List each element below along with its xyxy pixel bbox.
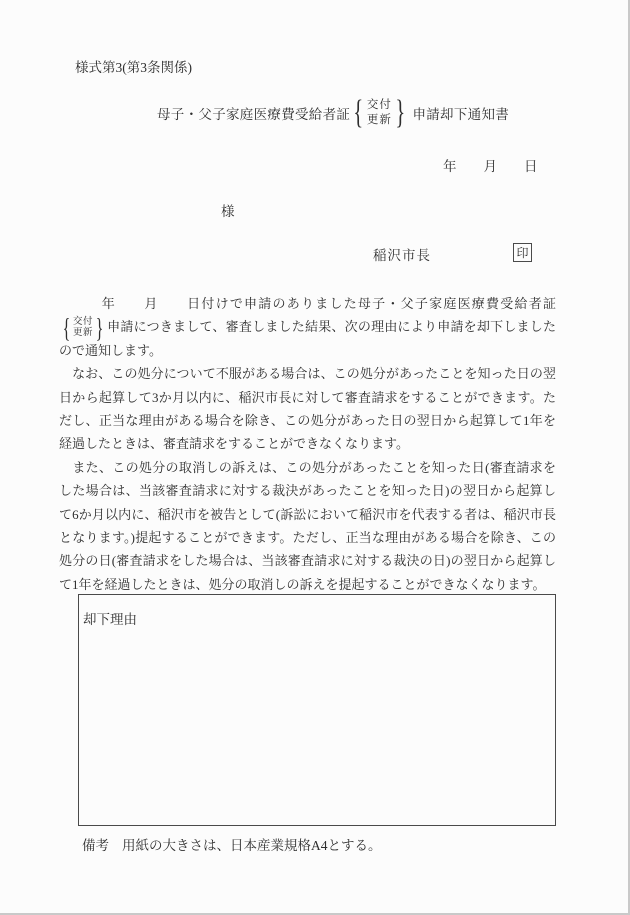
close-brace-icon xyxy=(96,315,104,342)
issuance-renewal-options-inline xyxy=(60,316,106,339)
addressee-honorific: 様 xyxy=(221,204,235,219)
body-text xyxy=(59,292,556,596)
title-suffix: 申請却下通知書 xyxy=(412,107,510,122)
open-brace-icon xyxy=(63,315,71,342)
option-renewal: 更新 xyxy=(366,114,392,126)
remarks xyxy=(82,834,382,854)
p1-prefix: 年 月 日付けで申請のありました母子・父子家庭医療費受給者証 xyxy=(59,296,556,311)
document-title xyxy=(157,95,509,131)
paragraph-review-request: なお、この処分について不服がある場合は、この処分があったことを知った日の翌日から起算して3か月以内に、稲沢市長に対して審査請求をすることができます。ただし、正当な理由がある場合を除き、この処分があった日の翌日から起算して1年を経過したときは、審査請求をすることができなくなります。 xyxy=(59,366,556,452)
remarks-label: 備考 xyxy=(82,838,109,853)
option-issuance: 交付 xyxy=(72,316,93,327)
remarks-text: 用紙の大きさは、日本産業規格A4とする。 xyxy=(122,838,382,853)
rejection-reason-box xyxy=(78,594,556,826)
option-renewal: 更新 xyxy=(72,328,93,339)
issuance-renewal-options xyxy=(350,96,408,130)
option-stack xyxy=(367,98,392,128)
option-issuance: 交付 xyxy=(366,99,392,112)
paragraph-lawsuit: また、この処分の取消しの訴えは、この処分があったことを知った日(審査請求をした場合は、当該審査請求に対する裁決があったことを知った日)の翌日から起算して6か月以内に、稲沢市を被告として(訴訟において稲沢市を代表する者は、稲沢市長となります。)提起することができます。ただし、正当な理由がある場合を除き、この処分の日(審査請求をした場合は、当該審査請求に対する裁決の日)の翌日から起算して1年を経過したときは、処分の取消しの訴えを提起することができなくなります。 xyxy=(59,459,556,592)
sender-title: 稲沢市長 xyxy=(373,248,431,263)
paragraph-notification xyxy=(59,292,556,362)
date-blank-line: 年 月 日 xyxy=(443,159,538,174)
form-number: 様式第3(第3条関係) xyxy=(75,60,192,75)
title-prefix: 母子・父子家庭医療費受給者証 xyxy=(157,107,351,122)
p1-suffix: 申請につきまして、審査しました結果、次の理由により申請を却下しましたので通知します。 xyxy=(59,319,556,358)
rejection-reason-label: 却下理由 xyxy=(83,612,137,627)
seal-placeholder: 印 xyxy=(513,243,532,262)
open-brace-icon xyxy=(354,96,364,130)
close-brace-icon xyxy=(395,96,405,130)
option-stack xyxy=(73,317,93,341)
